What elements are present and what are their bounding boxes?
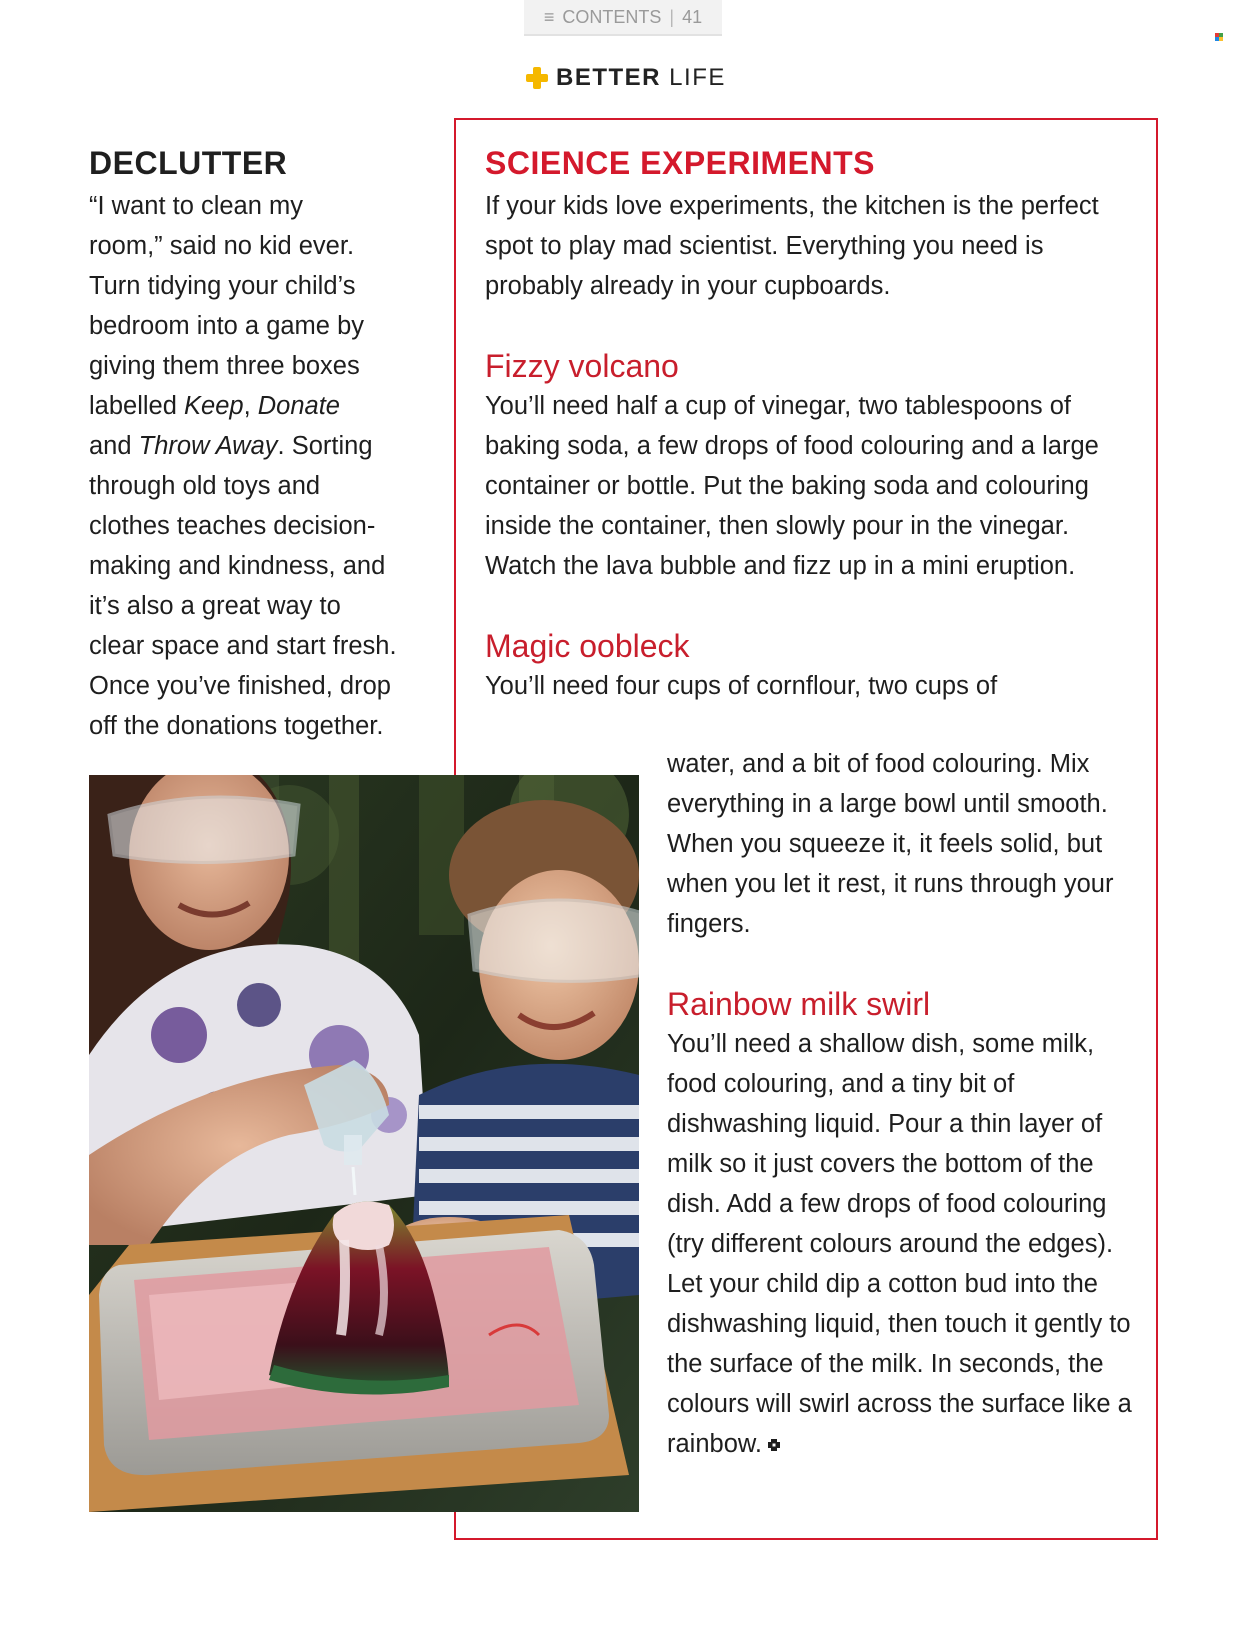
section-name-bold: BETTER	[556, 64, 661, 91]
keep-label: Keep	[184, 392, 244, 420]
declutter-body	[89, 186, 449, 746]
science-continued	[667, 744, 1137, 1464]
page-number: 41	[682, 6, 703, 27]
declutter-heading: DECLUTTER	[89, 145, 288, 181]
science-intro: If your kids love experiments, the kitchen is the perfect spot to play mad scientist. Everything you need is probably already in your cupboards.	[485, 192, 1099, 300]
experiment-title-magic-oobleck: Magic oobleck	[485, 628, 690, 664]
photo-illustration	[89, 775, 639, 1512]
donate-label: Donate	[257, 392, 340, 420]
experiment-text-rainbow-milk: You’ll need a shallow dish, some milk, food colouring, and a tiny bit of dishwashing liquid. Pour a thin layer of milk so it just covers the bottom of the dish. Add a few drops of food colouring (try different colours around the edges). Let your child dip a cotton bud into the dishwashing liquid, then touch it gently to the surface of the milk. In seconds, the colours will swirl across the surface like a rainbow.	[667, 1030, 1132, 1458]
science-experiments-content	[485, 144, 1135, 706]
declutter-line: clear space and start fresh.	[89, 632, 397, 660]
brand-mark-icon	[1215, 33, 1223, 41]
contents-tab[interactable]	[524, 0, 722, 36]
experiment-title-rainbow-milk: Rainbow milk swirl	[667, 986, 931, 1022]
experiment-title-fizzy-volcano: Fizzy volcano	[485, 348, 679, 384]
declutter-line: room,” said no kid ever.	[89, 232, 355, 260]
experiment-text-fizzy-volcano: You’ll need half a cup of vinegar, two tablespoons of baking soda, a few drops of food colouring and a large container or bottle. Put the baking soda and colouring inside the container, then slowly pour in the vinegar. Watch the lava bubble and fizz up in a mini eruption.	[485, 392, 1099, 580]
tab-separator: |	[669, 6, 675, 27]
declutter-line: clothes teaches decision-	[89, 512, 376, 540]
declutter-line: bedroom into a game by	[89, 312, 364, 340]
declutter-text: . Sorting	[277, 432, 373, 460]
science-heading: SCIENCE EXPERIMENTS	[485, 145, 876, 181]
throw-away-label: Throw Away	[138, 432, 278, 460]
menu-lines-icon: ≡	[543, 6, 555, 27]
experiment-text-magic-oobleck-first-line: You’ll need four cups of cornflour, two cups of	[485, 672, 998, 700]
declutter-text: and	[89, 432, 139, 460]
declutter-line: off the donations together.	[89, 712, 384, 740]
contents-label: CONTENTS	[562, 6, 662, 27]
volcano-experiment-photo	[89, 775, 639, 1512]
declutter-line: giving them three boxes	[89, 352, 360, 380]
plus-cross-icon	[526, 67, 548, 89]
declutter-line: making and kindness, and	[89, 552, 386, 580]
declutter-line: Turn tidying your child’s	[89, 272, 356, 300]
experiment-text-magic-oobleck: water, and a bit of food colouring. Mix everything in a large bowl until smooth. When you squeeze it, it feels solid, but when you let it rest, it runs through your fingers.	[667, 750, 1114, 938]
declutter-line: Once you’ve finished, drop	[89, 672, 391, 700]
declutter-line: it’s also a great way to	[89, 592, 341, 620]
declutter-line: “I want to clean my	[89, 192, 303, 220]
declutter-line: through old toys and	[89, 472, 321, 500]
end-diamond-icon	[768, 1439, 780, 1451]
experiment-text-rainbow-milk-wrap	[667, 1024, 1137, 1464]
section-name-regular: LIFE	[669, 64, 726, 91]
declutter-text: ,	[243, 392, 258, 420]
declutter-text: labelled	[89, 392, 184, 420]
declutter-column	[89, 144, 449, 746]
section-tag	[526, 64, 726, 92]
